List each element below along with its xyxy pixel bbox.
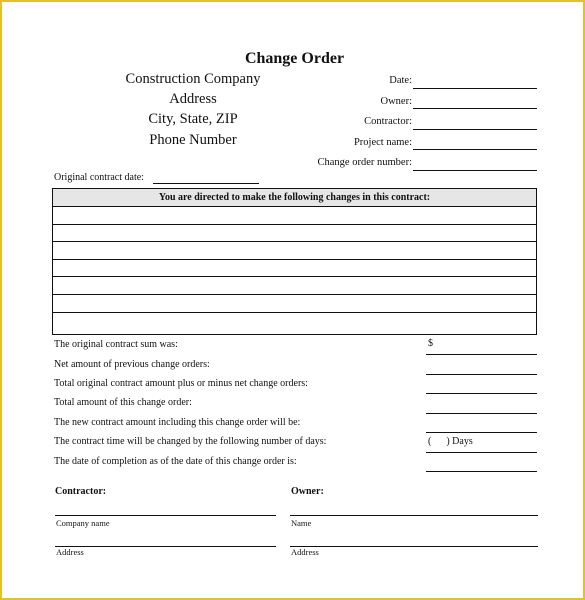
contractor-address-label: Address xyxy=(56,547,84,557)
date-field[interactable] xyxy=(413,88,537,89)
original-contract-date-label: Original contract date: xyxy=(54,172,144,183)
completion-date-field[interactable] xyxy=(426,471,537,472)
table-row[interactable] xyxy=(53,207,536,225)
contractor-signature-line[interactable] xyxy=(55,515,276,516)
total-original-amount-field[interactable] xyxy=(426,393,537,394)
changes-table xyxy=(52,188,537,335)
table-row[interactable] xyxy=(53,242,536,260)
original-contract-sum-field[interactable] xyxy=(426,354,537,355)
contract-time-days-value: ( ) Days xyxy=(428,436,473,447)
contractor-label: Contractor: xyxy=(364,116,412,127)
project-name-label: Project name: xyxy=(353,137,412,148)
change-order-number-field[interactable] xyxy=(413,170,537,171)
company-phone: Phone Number xyxy=(149,132,237,148)
company-city-state-zip: City, State, ZIP xyxy=(148,111,238,127)
original-contract-sum-label: The original contract sum was: xyxy=(54,339,178,350)
changes-table-header: You are directed to make the following changes in this contract: xyxy=(53,189,536,207)
table-row[interactable] xyxy=(53,313,536,331)
project-name-field[interactable] xyxy=(413,149,537,150)
original-contract-sum-value: $ xyxy=(428,338,433,349)
previous-change-orders-field[interactable] xyxy=(426,374,537,375)
change-order-number-label: Change order number: xyxy=(317,157,412,168)
owner-label: Owner: xyxy=(380,96,412,107)
table-row[interactable] xyxy=(53,277,536,295)
new-contract-amount-field[interactable] xyxy=(426,432,537,433)
owner-field[interactable] xyxy=(413,108,537,109)
contract-time-days-field[interactable] xyxy=(426,452,537,453)
contractor-company-name-label: Company name xyxy=(56,518,110,528)
this-change-order-amount-field[interactable] xyxy=(426,413,537,414)
owner-name-label: Name xyxy=(291,518,312,528)
table-row[interactable] xyxy=(53,295,536,313)
page-title: Change Order xyxy=(244,50,345,67)
company-name: Construction Company xyxy=(125,71,261,87)
date-label: Date: xyxy=(389,75,412,86)
contract-time-days-label: The contract time will be changed by the following number of days: xyxy=(54,436,327,447)
company-address: Address xyxy=(169,91,217,107)
previous-change-orders-label: Net amount of previous change orders: xyxy=(54,359,210,370)
owner-address-label: Address xyxy=(291,547,319,557)
completion-date-label: The date of completion as of the date of this change order is: xyxy=(54,456,297,467)
contractor-field[interactable] xyxy=(413,129,537,130)
contractor-signature-heading: Contractor: xyxy=(55,486,107,497)
this-change-order-amount-label: Total amount of this change order: xyxy=(54,397,192,408)
new-contract-amount-label: The new contract amount including this change order will be: xyxy=(54,417,301,428)
owner-signature-heading: Owner: xyxy=(291,486,324,497)
original-contract-date-field[interactable] xyxy=(153,183,259,184)
owner-address-line[interactable] xyxy=(290,546,538,547)
contractor-address-line[interactable] xyxy=(55,546,276,547)
owner-signature-line[interactable] xyxy=(290,515,538,516)
total-original-amount-label: Total original contract amount plus or minus net change orders: xyxy=(54,378,308,389)
table-row[interactable] xyxy=(53,225,536,243)
table-row[interactable] xyxy=(53,260,536,278)
